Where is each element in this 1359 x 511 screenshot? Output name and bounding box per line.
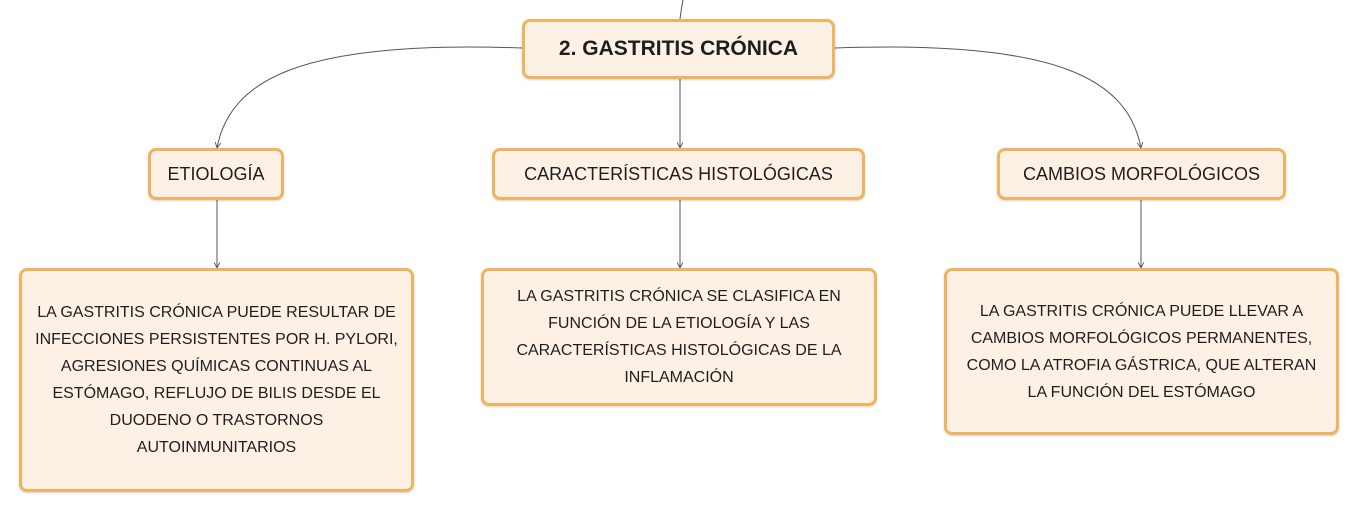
- connector-root-to-cambios: [835, 47, 1141, 148]
- branch-node-cambios-morfologicos[interactable]: [997, 148, 1286, 200]
- detail-node-text: LA GASTRITIS CRÓNICA SE CLASIFICA EN FUNCIÓN DE LA ETIOLOGÍA Y LAS CARACTERÍSTICAS HISTOLÓGICAS DE LA INFLAMACIÓN: [516, 288, 842, 386]
- incoming-connector: [680, 0, 683, 19]
- branch-node-caracteristicas-histologicas[interactable]: [492, 148, 865, 200]
- branch-node-label: ETIOLOGÍA: [167, 163, 265, 184]
- branch-node-label: CARACTERÍSTICAS HISTOLÓGICAS: [524, 163, 833, 184]
- detail-node-etiologia[interactable]: [19, 268, 414, 492]
- detail-node-text: LA GASTRITIS CRÓNICA PUEDE LLEVAR A CAMBIOS MORFOLÓGICOS PERMANENTES, COMO LA ATROFIA GÁSTRICA, QUE ALTERAN LA FUNCIÓN DEL ESTÓMAGO: [966, 302, 1317, 401]
- root-node-label: 2. GASTRITIS CRÓNICA: [558, 37, 799, 60]
- root-node[interactable]: [522, 19, 835, 79]
- branch-node-label: CAMBIOS MORFOLÓGICOS: [1022, 163, 1261, 184]
- detail-node-cambios-morfologicos[interactable]: [944, 268, 1339, 435]
- detail-node-text: LA GASTRITIS CRÓNICA PUEDE RESULTAR DE INFECCIONES PERSISTENTES POR H. PYLORI, AGRESIONES QUÍMICAS CONTINUAS AL ESTÓMAGO, REFLUJO DE BILIS DESDE EL DUODENO O TRASTORNOS AUTOINMUNITARIOS: [35, 304, 398, 456]
- connector-root-to-etiologia: [217, 47, 522, 148]
- branch-node-etiologia[interactable]: [148, 148, 284, 200]
- detail-node-caracteristicas-histologicas[interactable]: [481, 268, 877, 406]
